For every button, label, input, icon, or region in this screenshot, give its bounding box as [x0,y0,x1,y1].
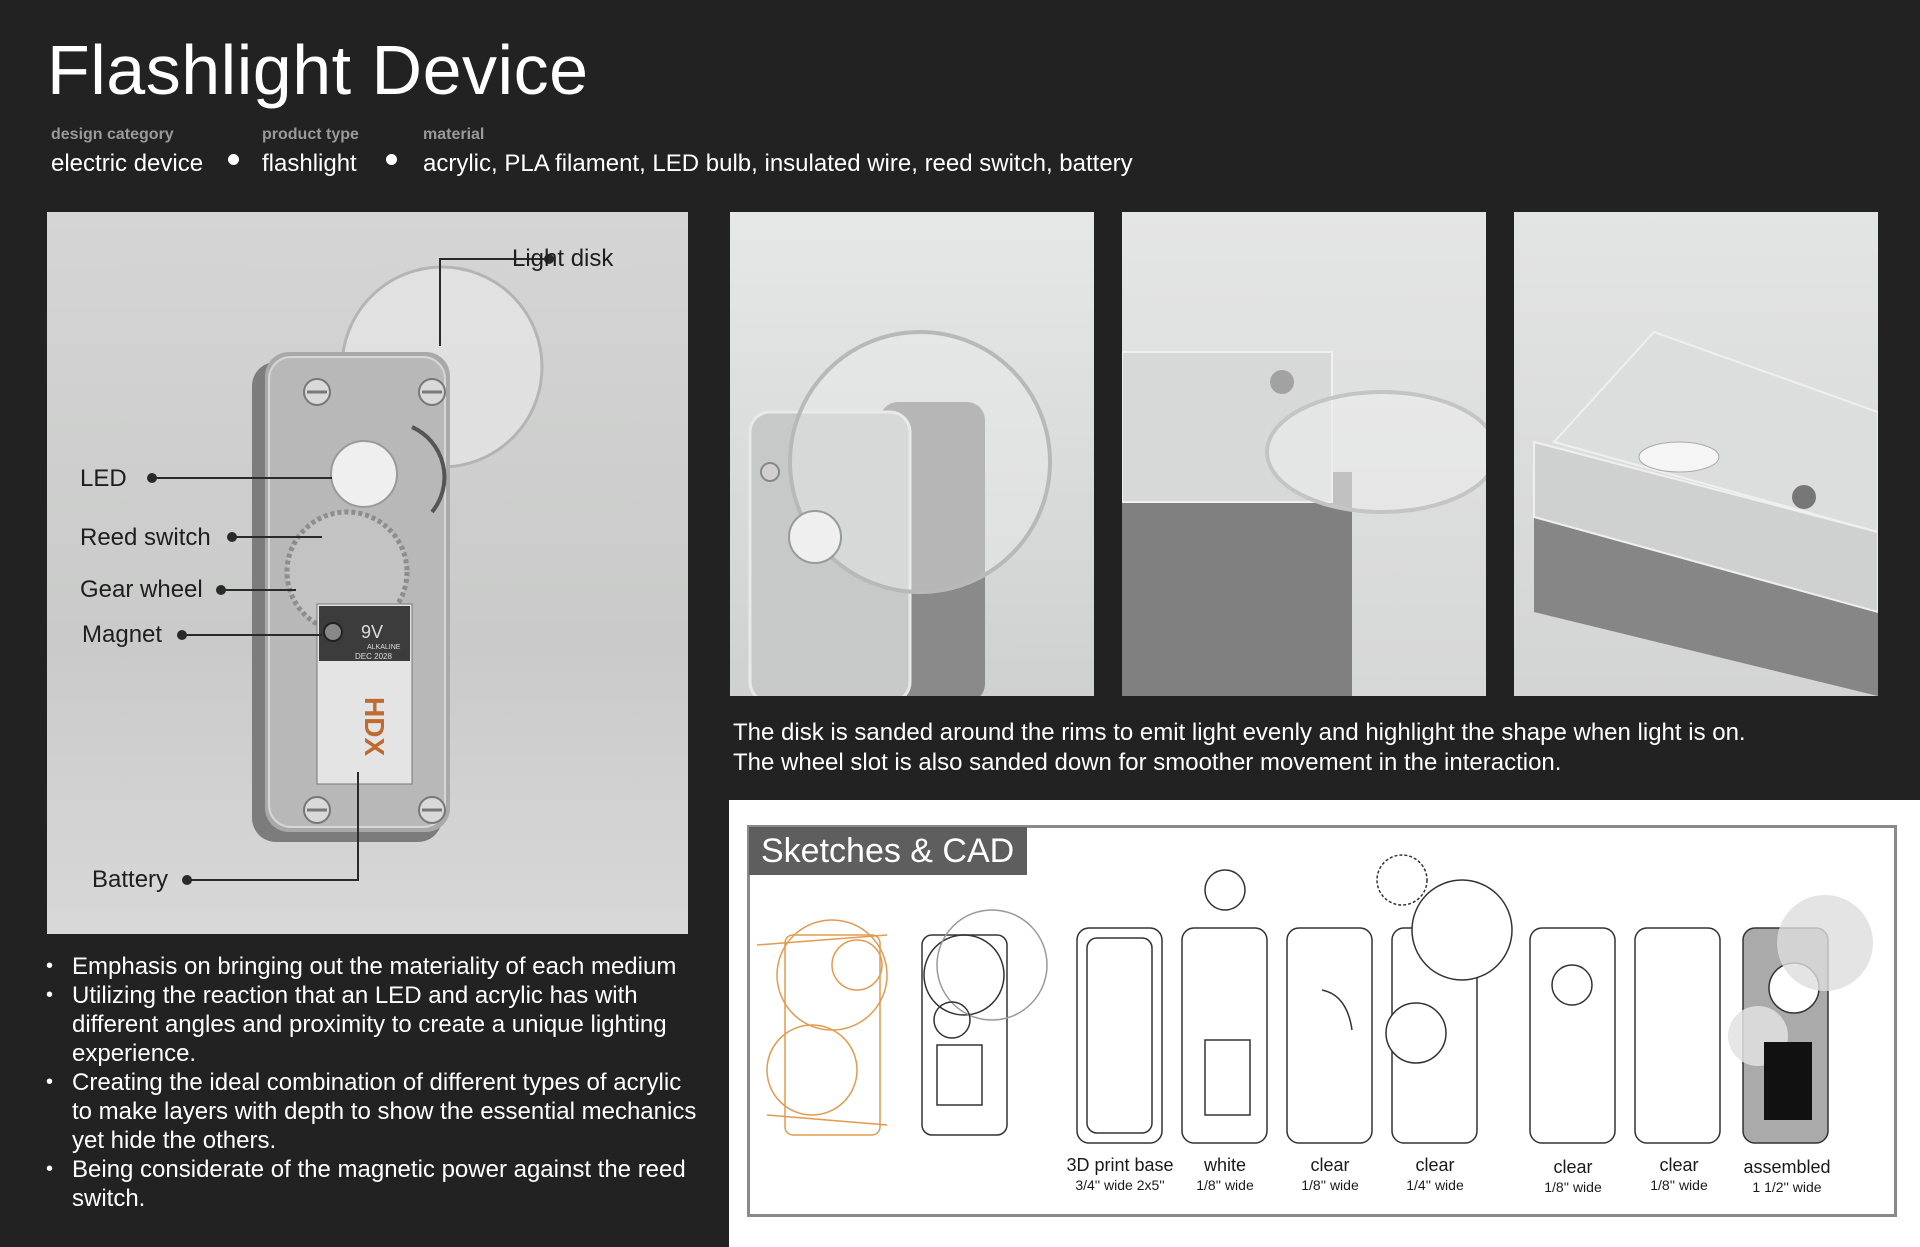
callout-line [182,634,322,636]
detail-photo-top [1514,212,1878,696]
layer-label: clear [1553,1157,1593,1177]
battery-voltage-text: 9V [361,622,384,642]
battery-date-text: DEC 2028 [355,652,392,661]
layer-sublabel: 1 1/2'' wide [1752,1179,1822,1195]
layer-label: assembled [1743,1157,1831,1177]
meta-label-product-type: product type [262,126,359,143]
detail-photo-edge [1122,212,1486,696]
callout-line [232,536,322,538]
caption-line: The wheel slot is also sanded down for smoother movement in the interaction. [733,749,1562,776]
main-device-photo [47,212,688,934]
callout-line [439,258,441,346]
list-item: • Being considerate of the magnetic power against the reed switch. [46,1155,706,1213]
callout-reed-switch: Reed switch [80,524,211,551]
page-title: Flashlight Device [47,31,589,109]
list-item: • Creating the ideal combination of different types of acrylic to make layers with depth to show the essential mechanics yet hide the others. [46,1068,706,1155]
list-item: • Emphasis on bringing out the materiality of each medium [46,952,706,981]
design-notes-list [46,952,706,1213]
caption-line: The disk is sanded around the rims to emit light evenly and highlight the shape when light is on. [733,719,1746,746]
layer-sublabel: 1/4'' wide [1406,1177,1464,1193]
side-view-illustration [730,212,1094,696]
callout-gear-wheel: Gear wheel [80,576,203,603]
callout-magnet: Magnet [82,621,163,648]
callout-line [221,589,296,591]
pencil-sketch [922,910,1047,1135]
callout-light-disk: Light disk [512,245,614,272]
layer-sublabel: 1/8'' wide [1196,1177,1254,1193]
callout-battery: Battery [92,866,169,893]
detail-photo-side [730,212,1094,696]
sketches-title: Sketches & CAD [761,832,1015,870]
edge-view-illustration [1122,212,1486,696]
layer-sublabel: 3/4'' wide 2x5'' [1075,1177,1165,1193]
separator-dot [228,154,239,165]
cad-layers [1077,855,1873,1143]
list-item: • Utilizing the reaction that an LED and acrylic has with different angles and proximity to create a unique lighting experience. [46,981,706,1068]
meta-label-design-category: design category [51,126,174,143]
layer-sublabel: 1/8'' wide [1301,1177,1359,1193]
separator-dot [386,154,397,165]
callout-line [152,477,332,479]
callout-line [357,772,359,881]
layer-label: 3D print base [1066,1155,1174,1175]
orange-sketch [757,920,887,1135]
meta-value-design-category: electric device [51,150,204,177]
battery-brand-text: HDX [359,697,390,757]
top-view-illustration [1514,212,1878,696]
flashlight-device-illustration [47,212,688,934]
callout-line [187,879,359,881]
meta-label-material: material [423,126,485,143]
battery-type-text: ALKALINE [367,644,401,651]
layer-label: clear [1659,1155,1699,1175]
layer-sublabel: 1/8'' wide [1650,1177,1708,1193]
meta-value-product-type: flashlight [262,150,357,177]
layer-sublabel: 1/8'' wide [1544,1179,1602,1195]
photo-caption [733,718,1883,778]
meta-value-material: acrylic, PLA filament, LED bulb, insulated wire, reed switch, battery [423,150,1133,177]
callout-led: LED [80,465,127,492]
layer-label: clear [1310,1155,1350,1175]
layer-label: white [1203,1155,1247,1175]
layer-label: clear [1415,1155,1455,1175]
